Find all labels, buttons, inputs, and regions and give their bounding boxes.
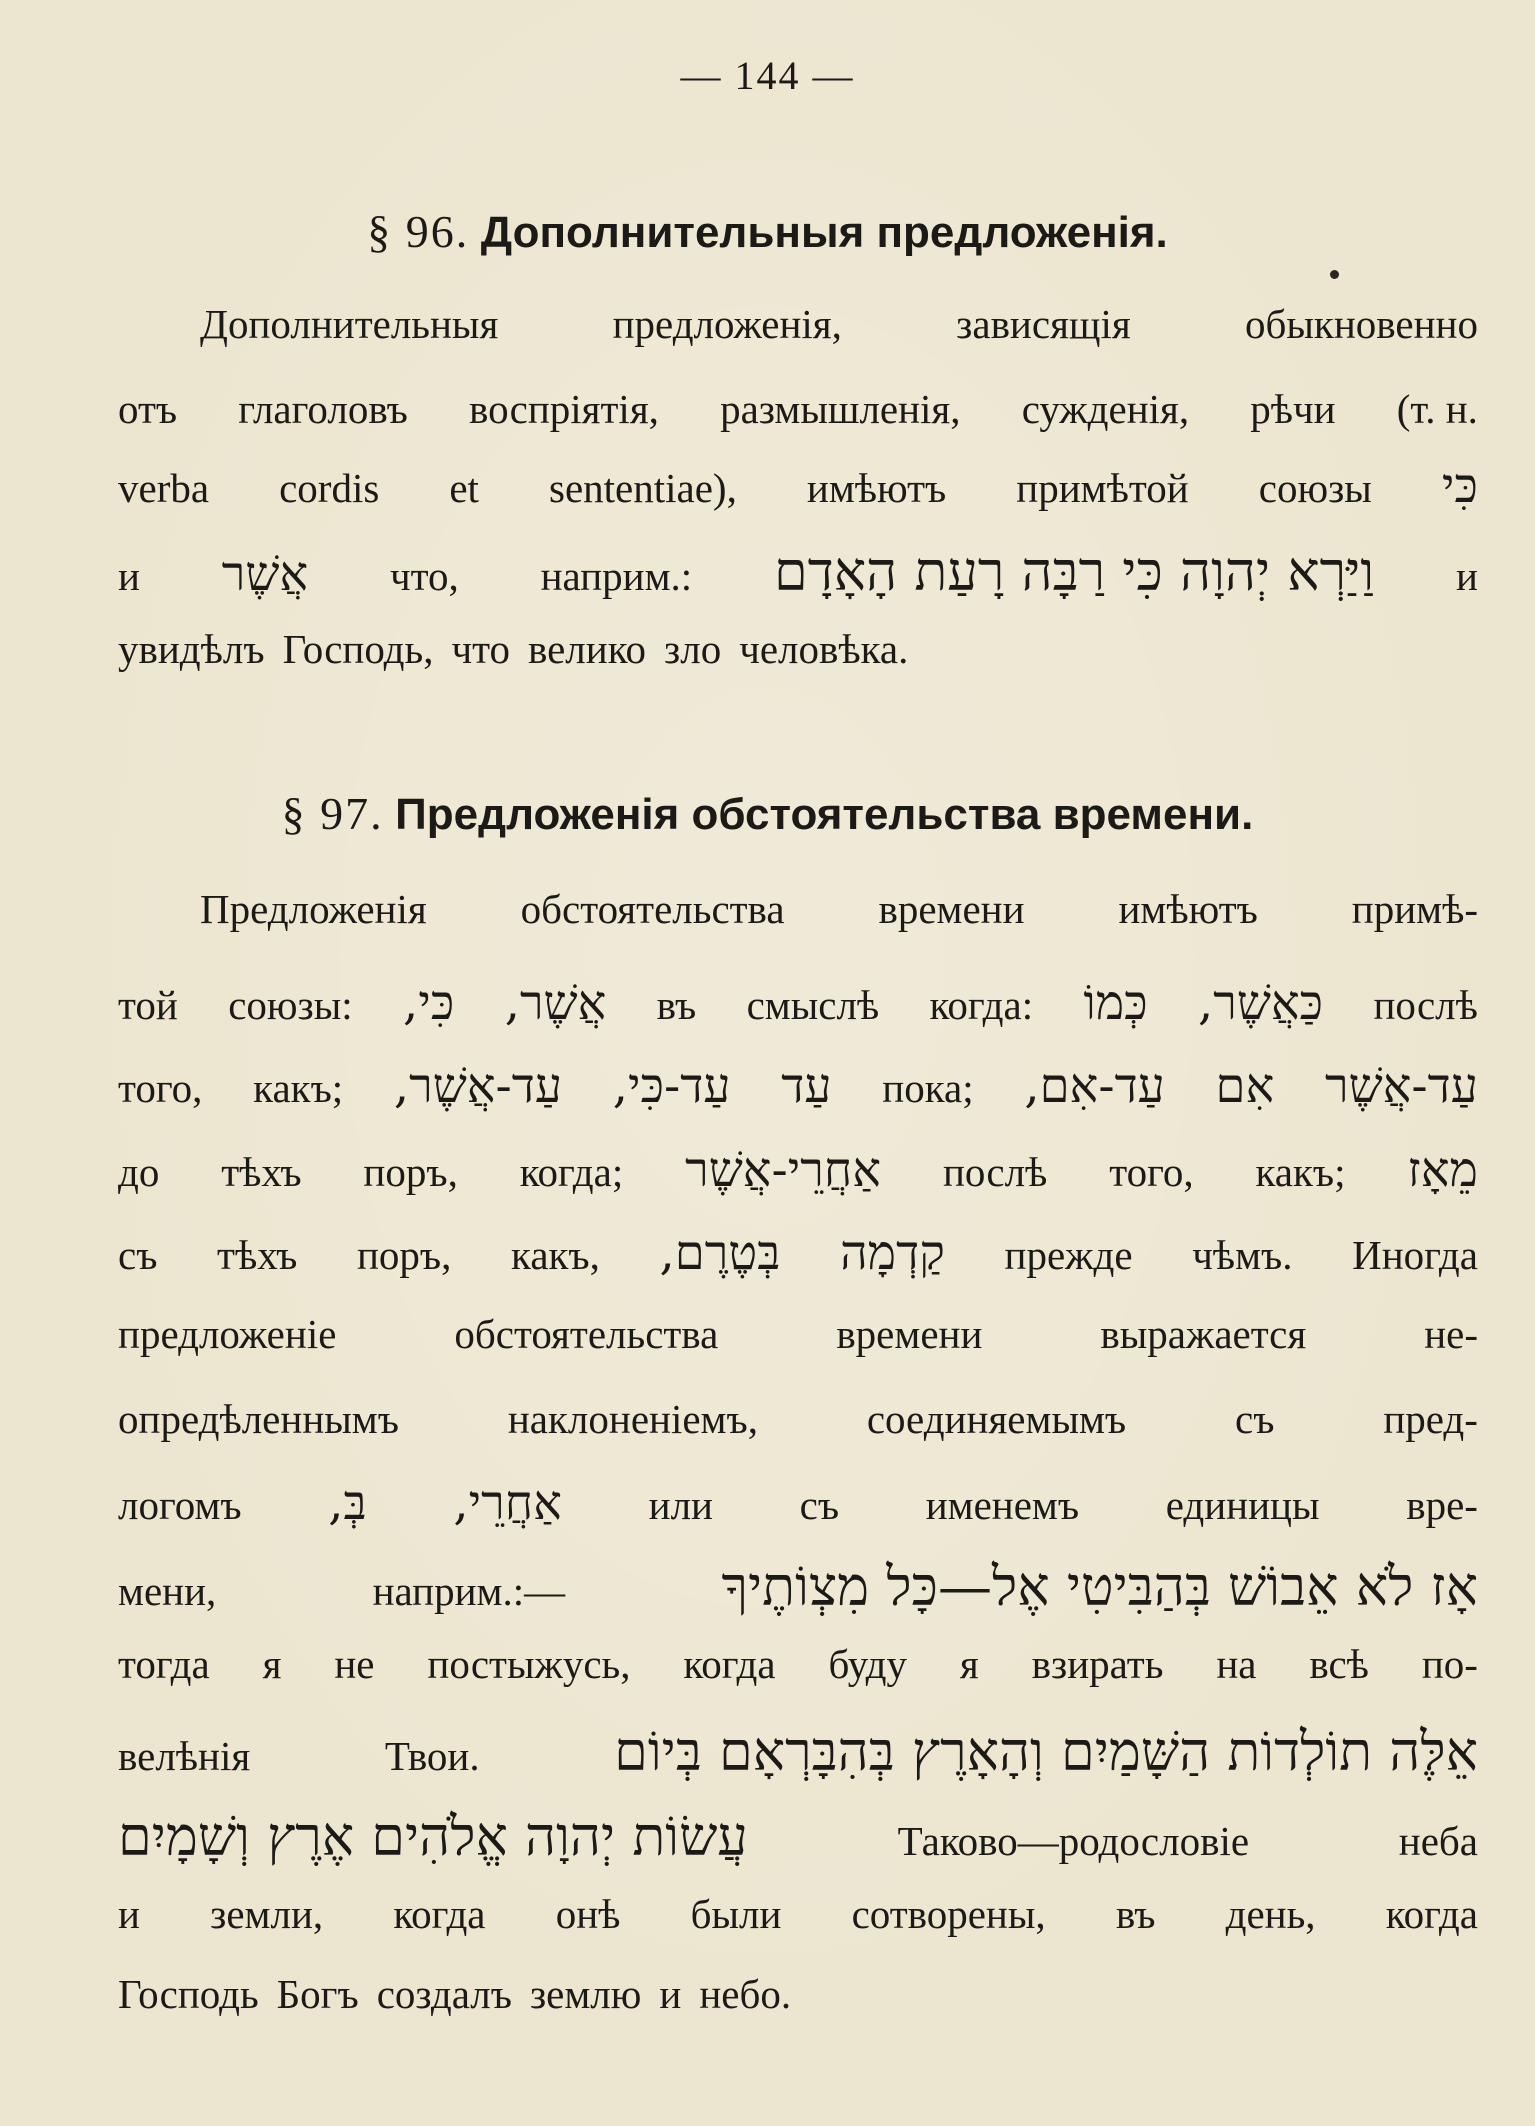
word: или — [648, 1482, 713, 1528]
hebrew-text: אִם — [1215, 1058, 1275, 1114]
word: въ — [1115, 1891, 1156, 1937]
hebrew-text: עַד-אֲשֶׁר, — [393, 1058, 563, 1114]
word: того, — [1109, 1149, 1194, 1195]
word: наприм.:— — [372, 1568, 566, 1614]
word: человѣка. — [739, 626, 909, 672]
word: до — [118, 1149, 160, 1195]
hebrew-text: קַדְמָה — [840, 1225, 945, 1281]
word: онѣ — [555, 1891, 621, 1937]
text-line — [118, 1310, 1478, 1380]
word: поръ, — [363, 1149, 458, 1195]
word: съ — [1235, 1396, 1275, 1442]
word: cordis — [279, 465, 380, 511]
word: чѣмъ. — [1192, 1232, 1293, 1278]
word: обыкновенно — [1245, 301, 1478, 347]
word: воспріятія, — [469, 386, 659, 432]
word: были — [690, 1891, 782, 1937]
section-96-title: Дополнительныя предложенія. — [480, 208, 1168, 257]
hebrew-text: אֵלֶּה תוֹלְדוֹת הַשָּׁמַיִם וְהָאָרֶץ בְּהִבָּרְאָם בְּיוֹם — [614, 1720, 1478, 1783]
text-line — [118, 1890, 1478, 1960]
text-line — [118, 1805, 1478, 1875]
hebrew-text: כִּי — [1441, 458, 1478, 514]
word: и — [659, 1971, 682, 2017]
word: обстоятельства — [520, 886, 785, 932]
word: обстоятельства — [454, 1311, 719, 1357]
word: что — [451, 626, 510, 672]
word: сужденія, — [1021, 386, 1190, 432]
hebrew-text: עַד-אֲשֶׁר — [1325, 1058, 1478, 1114]
word: рѣчи — [1250, 386, 1336, 432]
word: на — [1216, 1641, 1257, 1687]
word: и — [118, 1891, 140, 1937]
page-number: — 144 — — [680, 53, 855, 98]
word: послѣ — [1373, 982, 1478, 1028]
hebrew-text: עַד — [781, 1058, 832, 1114]
word: прежде — [1004, 1232, 1133, 1278]
word: когда; — [519, 1149, 624, 1195]
word: смыслѣ — [746, 982, 880, 1028]
word: взирать — [1031, 1641, 1164, 1687]
text-line — [118, 1640, 1478, 1710]
word: когда — [1385, 1891, 1478, 1937]
hebrew-text: בְּטֶרֶם, — [659, 1225, 781, 1281]
word: постыжусь, — [427, 1641, 631, 1687]
word: что, — [390, 553, 459, 599]
word: того, — [118, 1065, 203, 1111]
word: я — [262, 1641, 282, 1687]
word: вре- — [1406, 1482, 1478, 1528]
word: всѣ — [1309, 1641, 1369, 1687]
word: Господь — [118, 1971, 259, 2017]
text-line — [118, 1142, 1478, 1212]
word: логомъ — [118, 1482, 242, 1528]
word: какъ, — [511, 1232, 600, 1278]
word: размышленія, — [720, 386, 961, 432]
word: Господь, — [282, 626, 434, 672]
hebrew-text: וַיַּרְא יְהוָה כִּי רַבָּה רָעַת הָאָדָם — [774, 540, 1375, 603]
word: глаголовъ — [238, 386, 408, 432]
word: Иногда — [1352, 1232, 1478, 1278]
word: зависящія — [956, 301, 1131, 347]
text-line — [118, 1058, 1478, 1128]
word: отъ — [118, 386, 178, 432]
word: наприм.: — [540, 553, 693, 599]
section-97-heading — [0, 787, 1535, 840]
text-line — [118, 1970, 1478, 2040]
word: Твои. — [384, 1733, 480, 1779]
hebrew-text: עֲשׂוֹת יְהוָה אֱלֹהִים אֶרֶץ וְשָׁמָיִם — [118, 1805, 748, 1868]
word: выражается — [1100, 1311, 1307, 1357]
word: sententiae), — [549, 465, 737, 511]
word: соединяемымъ — [866, 1396, 1127, 1442]
word: пред- — [1383, 1396, 1478, 1442]
word: мени, — [118, 1568, 217, 1614]
text-line — [118, 1395, 1478, 1465]
word: Богъ — [276, 1971, 359, 2017]
word: предложеніе — [118, 1311, 337, 1357]
word: союзы — [1258, 465, 1372, 511]
hebrew-text: אָז לֹא אֵבוֹשׁ בְּהַבִּיטִי אֶל—כָּל מִצְוֹתֶיךָ — [721, 1555, 1478, 1618]
word: землю — [529, 1971, 642, 2017]
word: наклоненіемъ, — [507, 1396, 758, 1442]
text-line — [118, 975, 1478, 1045]
hebrew-text: עַד-אִם, — [1024, 1058, 1165, 1114]
hebrew-text: אֲשֶׁר, — [504, 975, 607, 1031]
word: не — [334, 1641, 375, 1687]
word: я — [959, 1641, 979, 1687]
hebrew-text: עַד-כִּי, — [612, 1058, 731, 1114]
word: тѣхъ — [221, 1149, 302, 1195]
word: времени — [878, 886, 1025, 932]
word: увидѣлъ — [118, 626, 265, 672]
text-line — [118, 1225, 1478, 1295]
word: и — [118, 553, 140, 599]
word: Предложенія — [200, 886, 427, 932]
text-line — [200, 300, 1478, 370]
text-line — [118, 1555, 1478, 1625]
word: пока; — [882, 1065, 974, 1111]
word: по- — [1421, 1641, 1478, 1687]
text-line — [118, 540, 1478, 610]
text-line — [118, 458, 1478, 528]
word: примѣ- — [1351, 886, 1478, 932]
word: когда: — [929, 982, 1034, 1028]
hebrew-text: אֲשֶׁר — [221, 546, 309, 602]
hebrew-text: כְּמוֹ — [1083, 975, 1148, 1031]
text-line — [200, 885, 1478, 955]
section-97-number: § 97. — [281, 788, 384, 839]
word: послѣ — [942, 1149, 1048, 1195]
hebrew-text: אַחֲרֵי, — [453, 1475, 562, 1531]
word: не- — [1424, 1311, 1478, 1357]
word: съ — [799, 1482, 840, 1528]
section-96-heading — [0, 205, 1535, 258]
word: единицы — [1165, 1482, 1320, 1528]
word: зло — [664, 626, 722, 672]
hebrew-text: כִּי, — [403, 975, 455, 1031]
text-line — [118, 625, 1478, 695]
word: въ — [656, 982, 697, 1028]
word: именемъ — [925, 1482, 1080, 1528]
hebrew-text: כַּאֲשֶׁר, — [1198, 975, 1324, 1031]
hebrew-text: בְּ, — [328, 1475, 367, 1531]
text-line — [118, 1475, 1478, 1545]
word: тогда — [118, 1641, 210, 1687]
word: той — [118, 982, 178, 1028]
word: какъ; — [1255, 1149, 1346, 1195]
word: (т. н. — [1396, 386, 1478, 432]
word: поръ, — [356, 1232, 452, 1278]
word: земли, — [210, 1891, 324, 1937]
section-97-title: Предложенія обстоятельства времени. — [395, 790, 1254, 839]
word: союзы: — [228, 982, 353, 1028]
section-96-number: § 96. — [367, 206, 470, 257]
word: et — [449, 465, 479, 511]
word: имѣютъ — [1118, 886, 1258, 932]
ink-speck — [1330, 270, 1339, 279]
word: имѣютъ — [806, 465, 947, 511]
word: предложенія, — [612, 301, 842, 347]
text-line — [118, 1720, 1478, 1790]
word: небо. — [699, 1971, 792, 2017]
word: когда — [683, 1641, 776, 1687]
word: велико — [527, 626, 647, 672]
word: Дополнительныя — [200, 301, 499, 347]
text-line — [118, 385, 1478, 455]
word: день, — [1225, 1891, 1316, 1937]
word: какъ; — [253, 1065, 344, 1111]
word: времени — [836, 1311, 983, 1357]
word: примѣтой — [1016, 465, 1189, 511]
word: буду — [828, 1641, 908, 1687]
word: сотворены, — [851, 1891, 1046, 1937]
word: создалъ — [376, 1971, 512, 2017]
word: тѣхъ — [217, 1232, 298, 1278]
word: съ — [118, 1232, 158, 1278]
hebrew-text: מֵאָז — [1407, 1142, 1478, 1198]
word: verba — [118, 465, 210, 511]
word: и — [1456, 553, 1478, 599]
hebrew-text: אַחֲרֵי-אֲשֶׁר — [685, 1142, 882, 1198]
word: Таково—родословіе — [897, 1818, 1250, 1864]
word: неба — [1398, 1818, 1478, 1864]
word: когда — [393, 1891, 486, 1937]
word: велѣнія — [118, 1733, 251, 1779]
word: опредѣленнымъ — [118, 1396, 399, 1442]
